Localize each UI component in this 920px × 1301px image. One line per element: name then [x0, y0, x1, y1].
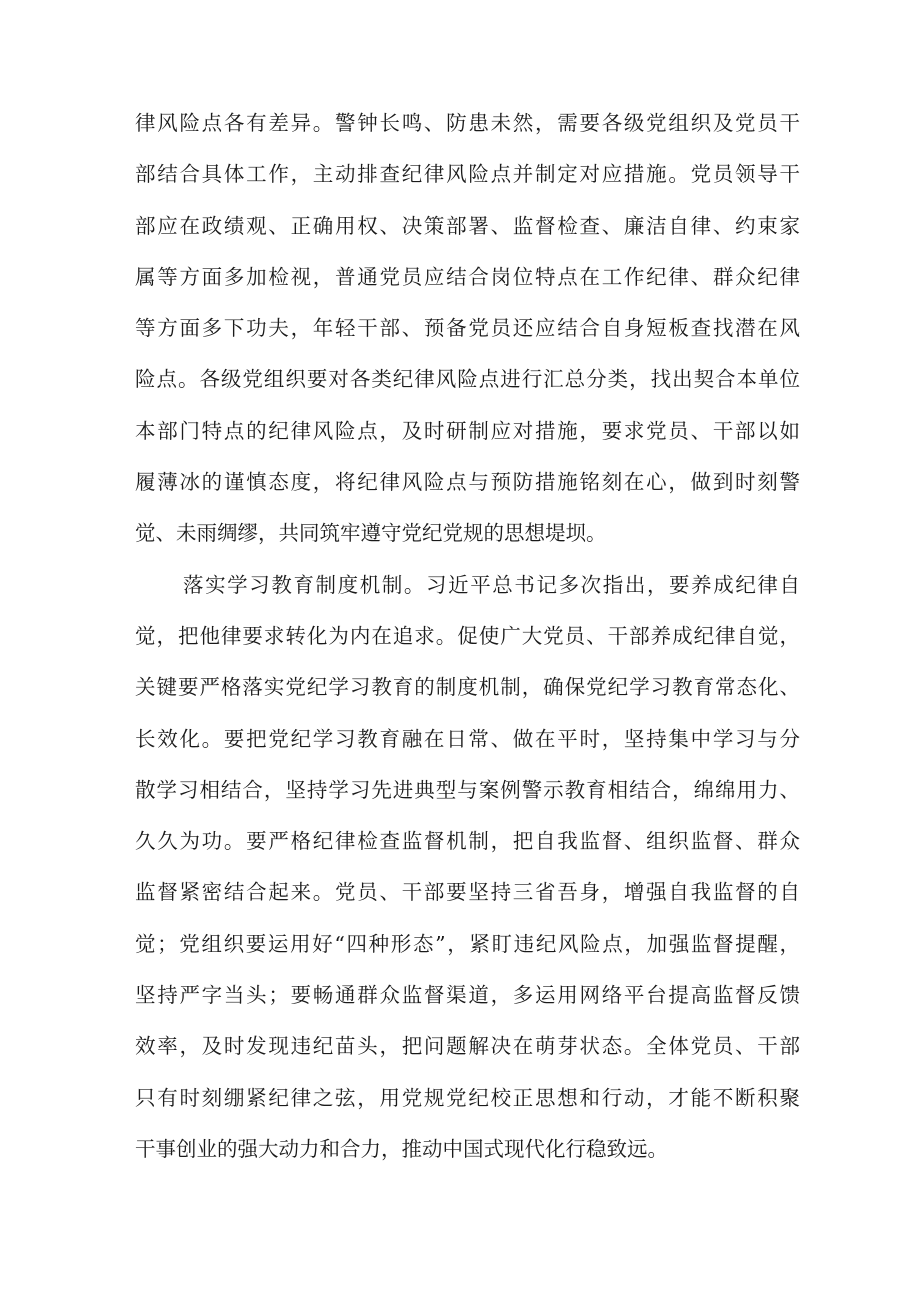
text-line: 险点。各级党组织要对各类纪律风险点进行汇总分类，找出契合本单位 [135, 367, 800, 392]
text-line: 长效化。要把党纪学习教育融在日常、做在平时，坚持集中学习与分 [135, 726, 800, 751]
text-line: 部应在政绩观、正确用权、决策部署、监督检查、廉洁自律、约束家 [135, 213, 800, 238]
text-line: 履薄冰的谨慎态度，将纪律风险点与预防措施铭刻在心，做到时刻警 [135, 470, 800, 495]
text-line: 律风险点各有差异。警钟长鸣、防患未然，需要各级党组织及党员干 [135, 111, 800, 135]
text-line: 监督紧密结合起来。党员、干部要坚持三省吾身，增强自我监督的自 [135, 880, 800, 905]
text-line: 本部门特点的纪律风险点，及时研制应对措施，要求党员、干部以如 [135, 418, 800, 443]
text-line: 只有时刻绷紧纪律之弦，用党规党纪校正思想和行动，才能不断积聚 [135, 1085, 800, 1110]
paragraph-1 [135, 98, 800, 560]
text-line: 觉，把他律要求转化为内在追求。促使广大党员、干部养成纪律自觉， [135, 623, 800, 648]
text-line: 久久为功。要严格纪律检查监督机制，把自我监督、组织监督、群众 [135, 829, 800, 854]
document-body [135, 98, 800, 1175]
text-line: 落实学习教育制度机制。习近平总书记多次指出，要养成纪律自 [183, 572, 800, 597]
text-line: 觉、未雨绸缪，共同筑牢遵守党纪党规的思想堤坝。 [135, 521, 607, 546]
text-line: 觉；党组织要运用好“四种形态”，紧盯违纪风险点，加强监督提醒， [135, 931, 800, 956]
text-line: 属等方面多加检视，普通党员应结合岗位特点在工作纪律、群众纪律 [135, 264, 800, 289]
paragraph-2 [135, 560, 800, 1176]
text-line: 坚持严字当头；要畅通群众监督渠道，多运用网络平台提高监督反馈 [135, 983, 800, 1008]
text-line: 散学习相结合，坚持学习先进典型与案例警示教育相结合，绵绵用力、 [135, 777, 800, 802]
text-line: 关键要严格落实党纪学习教育的制度机制，确保党纪学习教育常态化、 [135, 675, 800, 700]
text-line: 干事创业的强大动力和合力，推动中国式现代化行稳致远。 [135, 1136, 668, 1161]
text-line: 等方面多下功夫，年轻干部、预备党员还应结合自身短板查找潜在风 [135, 316, 800, 341]
text-line: 部结合具体工作，主动排查纪律风险点并制定对应措施。党员领导干 [135, 162, 800, 187]
text-line: 效率，及时发现违纪苗头，把问题解决在萌芽状态。全体党员、干部 [135, 1034, 800, 1059]
